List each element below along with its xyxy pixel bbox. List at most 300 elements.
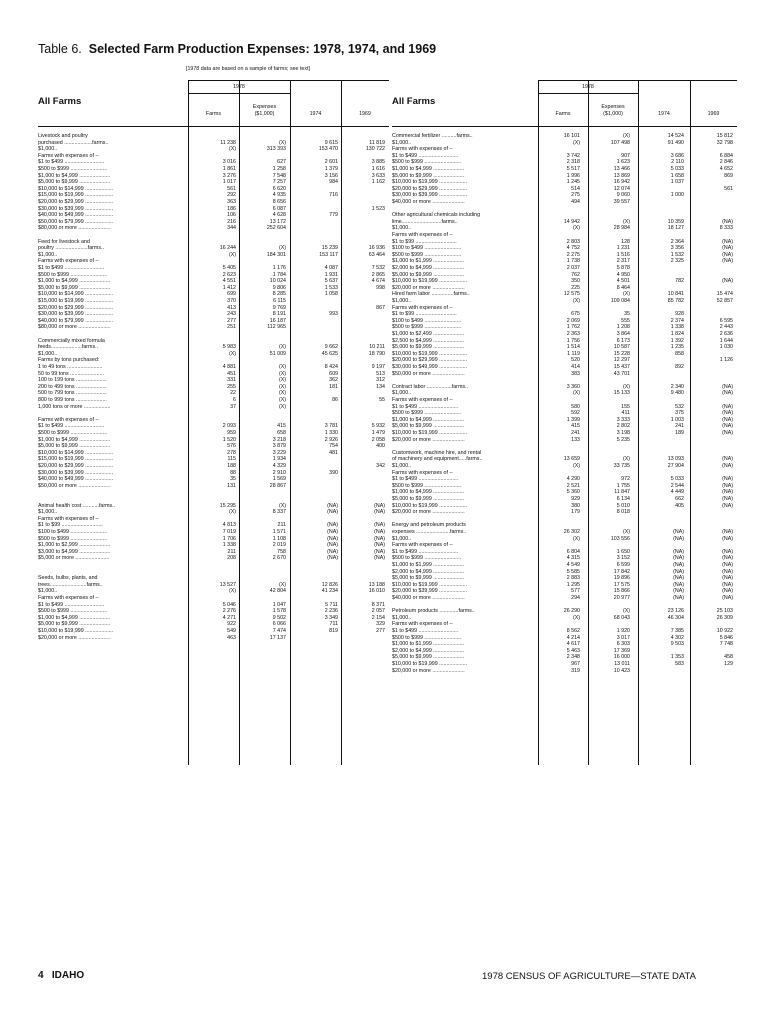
row-label: $2,500 to $4,999 ..................... bbox=[392, 337, 465, 344]
state-name: IDAHO bbox=[51, 970, 85, 981]
cell-value: 3 879 bbox=[272, 443, 286, 450]
row-label: $1 to $499 ........................... bbox=[38, 423, 105, 430]
row-label: $20,000 or more ...................... bbox=[392, 667, 465, 674]
cell-value: (NA) bbox=[374, 535, 385, 542]
cell-value: (NA) bbox=[722, 218, 733, 225]
table-row bbox=[392, 133, 737, 140]
row-label: Energy and petroleum products bbox=[392, 522, 466, 529]
cell-value: 758 bbox=[277, 548, 286, 555]
cell-value: 52 857 bbox=[716, 298, 733, 304]
table-row bbox=[38, 423, 389, 430]
cell-value: 189 bbox=[675, 430, 684, 436]
page-footer-right: 1978 CENSUS OF AGRICULTURE—STATE DATA bbox=[482, 971, 696, 982]
table-row bbox=[38, 232, 389, 239]
cell-value: 6 066 bbox=[272, 621, 286, 628]
cell-value: 2 883 bbox=[566, 575, 580, 582]
cell-value: 716 bbox=[329, 192, 338, 199]
table-row bbox=[38, 404, 389, 411]
cell-value: 458 bbox=[724, 654, 733, 661]
row-label: $1,000 to $4,999 ..................... bbox=[392, 416, 465, 423]
cell-value: 8 464 bbox=[616, 284, 630, 291]
table-row bbox=[38, 575, 389, 582]
cell-value: 1 514 bbox=[566, 344, 580, 351]
table-row bbox=[392, 298, 737, 305]
cell-value: 2 670 bbox=[272, 555, 286, 562]
cell-value: (NA) bbox=[327, 535, 338, 542]
header-top-rule bbox=[538, 80, 737, 81]
cell-value: 4 674 bbox=[371, 278, 385, 285]
cell-value: 8 656 bbox=[272, 199, 286, 205]
cell-value: (X) bbox=[278, 344, 286, 351]
table-row bbox=[392, 463, 737, 470]
cell-value: 14 524 bbox=[667, 133, 684, 139]
cell-value: 255 bbox=[227, 383, 236, 390]
table-row bbox=[392, 542, 737, 549]
cell-value: 1 756 bbox=[566, 337, 580, 344]
cell-value: 1 931 bbox=[324, 271, 338, 278]
cell-value: 51 009 bbox=[269, 350, 286, 357]
table-row bbox=[38, 384, 389, 391]
row-label: Farms with expenses of -- bbox=[38, 416, 99, 423]
cell-value: 109 084 bbox=[610, 298, 630, 304]
table-row bbox=[38, 621, 389, 628]
row-label: $5,000 to $9,999 ..................... bbox=[392, 423, 465, 430]
cell-value: (NA) bbox=[722, 258, 733, 265]
cell-value: 993 bbox=[329, 311, 338, 318]
cell-value: (NA) bbox=[673, 581, 684, 588]
table-row bbox=[38, 173, 389, 180]
cell-value: 2 236 bbox=[324, 608, 338, 615]
cell-value: 91 490 bbox=[667, 139, 684, 146]
table-row bbox=[392, 344, 737, 351]
cell-value: 481 bbox=[329, 449, 338, 456]
cell-value: 8 337 bbox=[272, 509, 286, 516]
cell-value: 8 285 bbox=[272, 291, 286, 298]
cell-value: 2 340 bbox=[670, 383, 684, 390]
cell-value: 4 617 bbox=[566, 641, 580, 648]
column-header-1974: 1974 bbox=[658, 111, 670, 117]
table-row bbox=[38, 602, 389, 609]
cell-value: 16 244 bbox=[219, 245, 236, 252]
cell-value: (NA) bbox=[722, 562, 733, 568]
cell-value: (NA) bbox=[722, 383, 733, 390]
table-row bbox=[38, 133, 389, 140]
cell-value: 1 738 bbox=[566, 258, 580, 265]
cell-value: (X) bbox=[572, 225, 580, 232]
row-label: $1,000.. bbox=[392, 225, 412, 232]
cell-value: 8 018 bbox=[616, 509, 630, 516]
cell-value: 9 806 bbox=[272, 284, 286, 291]
row-label: $80,000 or more ...................... bbox=[38, 225, 111, 232]
cell-value: (NA) bbox=[327, 522, 338, 529]
cell-value: (NA) bbox=[327, 548, 338, 555]
row-label: $1,000 to $2,499 ..................... bbox=[392, 331, 465, 337]
cell-value: 1 379 bbox=[324, 166, 338, 172]
cell-value: 370 bbox=[227, 298, 236, 304]
cell-value: 1 616 bbox=[371, 166, 385, 172]
cell-value: 2 110 bbox=[671, 159, 684, 166]
cell-value: (NA) bbox=[673, 568, 684, 575]
table-row bbox=[392, 384, 737, 391]
cell-value: 15 812 bbox=[716, 133, 733, 139]
cell-value: 998 bbox=[376, 284, 385, 291]
cell-value: 6 173 bbox=[616, 337, 630, 344]
cell-value: 20 977 bbox=[613, 595, 630, 601]
cell-value: 3 017 bbox=[616, 634, 630, 641]
row-label: $40,000 or more ...................... bbox=[392, 595, 465, 601]
table-row bbox=[38, 410, 389, 417]
cell-value: (NA) bbox=[722, 278, 733, 285]
cell-value: 16 187 bbox=[269, 317, 286, 324]
row-label: $30,000 to $49,999 ................... bbox=[392, 364, 468, 370]
table-row bbox=[392, 390, 737, 397]
cell-value: 13 466 bbox=[613, 166, 630, 172]
table-row bbox=[392, 272, 737, 279]
cell-value: 243 bbox=[227, 311, 236, 318]
table-row bbox=[392, 608, 737, 615]
table-row bbox=[38, 318, 389, 325]
row-label: $500 to $999 ......................... bbox=[392, 482, 462, 489]
table-row bbox=[392, 371, 737, 378]
cell-value: 5 932 bbox=[371, 423, 385, 430]
cell-value: 3 356 bbox=[670, 245, 684, 252]
table-row bbox=[392, 470, 737, 477]
row-label: $1,000.. bbox=[38, 350, 58, 357]
table-row bbox=[392, 437, 737, 444]
cell-value: (NA) bbox=[327, 529, 338, 535]
table-row bbox=[392, 503, 737, 510]
table-row bbox=[38, 291, 389, 298]
cell-value: 15 295 bbox=[219, 502, 236, 509]
page-number: 4 bbox=[38, 970, 44, 981]
row-label: $100 to $499 ......................... bbox=[392, 317, 462, 324]
cell-value: 2 803 bbox=[566, 238, 580, 245]
cell-value: 11 847 bbox=[614, 489, 630, 496]
table-row bbox=[392, 377, 737, 384]
row-label: $40,000 or more ...................... bbox=[392, 199, 465, 205]
cell-value: 4 950 bbox=[616, 271, 630, 278]
table-row bbox=[38, 463, 389, 470]
cell-value: 2 154 bbox=[371, 614, 385, 621]
row-label: $20,000 to $29,999 ................... bbox=[392, 185, 468, 192]
cell-value: 1 532 bbox=[670, 251, 684, 258]
cell-value: (NA) bbox=[327, 509, 338, 516]
cell-value: 13 172 bbox=[269, 218, 286, 225]
row-label: $20,000 to $29,999 ................... bbox=[38, 304, 114, 311]
table-row bbox=[392, 483, 737, 490]
cell-value: 3 218 bbox=[272, 436, 286, 443]
section-heading-all-farms: All Farms bbox=[392, 96, 436, 107]
table-row bbox=[38, 357, 389, 364]
cell-value: 39 557 bbox=[613, 199, 630, 205]
column-header-1969: 1969 bbox=[359, 111, 371, 117]
cell-value: (X) bbox=[572, 463, 580, 469]
row-label: $500 to $999 ......................... bbox=[38, 608, 108, 615]
table-row bbox=[38, 324, 389, 331]
cell-value: 13 869 bbox=[613, 172, 630, 179]
cell-value: 1 392 bbox=[670, 337, 684, 344]
cell-value: 1 824 bbox=[670, 331, 684, 337]
cell-value: 181 bbox=[329, 383, 338, 390]
cell-value: (X) bbox=[622, 529, 630, 535]
table-row bbox=[392, 225, 737, 232]
row-label: $5,000 to $9,999 ..................... bbox=[392, 271, 465, 278]
table-row bbox=[38, 588, 389, 595]
row-label: $30,000 to $39,999 ................... bbox=[38, 469, 114, 476]
cell-value: 858 bbox=[675, 350, 684, 357]
row-label: 200 to 499 tons ..................... bbox=[38, 383, 107, 390]
row-label: $5,000 to $9,999 ..................... bbox=[38, 443, 111, 450]
cell-value: 3 016 bbox=[222, 159, 236, 166]
cell-value: 42 804 bbox=[269, 588, 286, 595]
row-label: $10,000 to $14,999 ................... bbox=[38, 449, 114, 456]
table-row bbox=[38, 509, 389, 516]
cell-value: (NA) bbox=[722, 502, 733, 509]
row-label: Customwork, machine hire, and rental bbox=[392, 449, 482, 456]
cell-value: 16 010 bbox=[368, 588, 385, 595]
cell-value: 4 315 bbox=[566, 555, 580, 562]
cell-value: (X) bbox=[622, 608, 630, 615]
cell-value: 1 861 bbox=[222, 166, 236, 172]
cell-value: 1 162 bbox=[371, 179, 385, 186]
table-row bbox=[392, 562, 737, 569]
table-row bbox=[392, 516, 737, 523]
cell-value: 5 360 bbox=[566, 489, 580, 496]
cell-value: 9 197 bbox=[371, 364, 385, 370]
cell-value: 3 349 bbox=[324, 614, 338, 621]
cell-value: 1 003 bbox=[670, 416, 684, 423]
cell-value: (NA) bbox=[327, 502, 338, 509]
table-row bbox=[38, 430, 389, 437]
table-row bbox=[392, 192, 737, 199]
cell-value: 561 bbox=[724, 185, 733, 192]
row-label: $1 to $499 ........................... bbox=[392, 403, 459, 410]
cell-value: 134 bbox=[376, 383, 385, 390]
table-row bbox=[392, 489, 737, 496]
cell-value: 35 bbox=[230, 476, 236, 483]
table-row bbox=[392, 186, 737, 193]
cell-value: 4 449 bbox=[670, 489, 684, 496]
cell-value: 1 330 bbox=[324, 430, 338, 436]
row-label: $1,000.. bbox=[38, 146, 58, 153]
cell-value: 26 302 bbox=[563, 529, 580, 535]
row-label: $1,000.. bbox=[392, 139, 412, 146]
row-label: lime...........................farms.. bbox=[392, 218, 458, 225]
cell-value: 4 271 bbox=[222, 614, 236, 621]
table-row bbox=[38, 338, 389, 345]
row-label: $1,000.. bbox=[38, 251, 58, 258]
table-row bbox=[392, 582, 737, 589]
cell-value: 1 037 bbox=[670, 179, 684, 186]
row-label: $500 to $999 ......................... bbox=[38, 430, 108, 436]
row-label: $40,000 to $49,999 ................... bbox=[38, 212, 114, 219]
table-row bbox=[38, 608, 389, 615]
cell-value: (NA) bbox=[722, 496, 733, 502]
cell-value: 211 bbox=[277, 522, 286, 529]
row-label: trees.........................farms.. bbox=[38, 581, 103, 588]
cell-value: (NA) bbox=[722, 245, 733, 252]
cell-value: 4 549 bbox=[566, 562, 580, 568]
row-label: $50,000 to $79,999 ................... bbox=[38, 218, 114, 225]
cell-value: 155 bbox=[621, 403, 630, 410]
cell-value: 2 374 bbox=[670, 317, 684, 324]
cell-value: 7 019 bbox=[222, 529, 236, 535]
column-header-1978: 1978 bbox=[233, 84, 245, 90]
cell-value: 2 802 bbox=[616, 423, 630, 430]
cell-value: 88 bbox=[230, 469, 236, 476]
table-row bbox=[38, 186, 389, 193]
cell-value: 4 290 bbox=[566, 476, 580, 483]
cell-value: 41 234 bbox=[321, 588, 338, 595]
cell-value: 9 503 bbox=[670, 641, 684, 648]
cell-value: 292 bbox=[227, 192, 236, 199]
table-row bbox=[392, 536, 737, 543]
table-row bbox=[38, 516, 389, 523]
row-label: $20,000 to $29,999 ................... bbox=[392, 357, 468, 364]
cell-value: 494 bbox=[571, 199, 580, 205]
header-top-rule bbox=[188, 80, 389, 81]
row-label: $20,000 to $39,999 ................... bbox=[392, 588, 468, 595]
cell-value: 9 480 bbox=[670, 390, 684, 397]
cell-value: 294 bbox=[571, 595, 580, 601]
cell-value: 4 551 bbox=[222, 278, 236, 285]
cell-value: 107 498 bbox=[610, 139, 630, 146]
row-label: $10,000 to $19,999 ................... bbox=[392, 661, 468, 667]
cell-value: 3 198 bbox=[616, 430, 630, 436]
row-label: $500 to $999 ......................... bbox=[38, 166, 108, 172]
row-label: $10,000 to $19,999 ................... bbox=[392, 430, 468, 436]
row-label: $10,000 to $19,999 ................... bbox=[392, 179, 468, 186]
row-label: Farms with expenses of -- bbox=[392, 469, 453, 476]
row-label: of machinery and equipment.....farms.. bbox=[392, 456, 483, 463]
row-label: Animal health cost ...........farms.. bbox=[38, 502, 116, 509]
row-label: $20,000 or more ...................... bbox=[392, 284, 465, 291]
row-label: $500 to $999 ......................... bbox=[392, 324, 462, 331]
row-label: $1 to $99 ............................ bbox=[38, 522, 103, 529]
cell-value: 2 325 bbox=[670, 258, 684, 265]
cell-value: (NA) bbox=[374, 509, 385, 516]
row-label: $30,000 to $39,999 ................... bbox=[392, 192, 468, 199]
cell-value: 1 571 bbox=[272, 529, 286, 535]
table-row bbox=[38, 562, 389, 569]
cell-value: (NA) bbox=[722, 416, 733, 423]
table-row bbox=[392, 338, 737, 345]
cell-value: 1 996 bbox=[566, 172, 580, 179]
cell-value: (X) bbox=[622, 291, 630, 298]
cell-value: 1 235 bbox=[670, 344, 684, 351]
header-bottom-rule bbox=[38, 126, 389, 127]
cell-value: 252 604 bbox=[266, 225, 286, 232]
table-row bbox=[38, 582, 389, 589]
cell-value: 6 804 bbox=[566, 548, 580, 555]
cell-value: 4 628 bbox=[272, 212, 286, 219]
cell-value: 2 276 bbox=[222, 608, 236, 615]
cell-value: 6 599 bbox=[616, 562, 630, 568]
table-row bbox=[38, 390, 389, 397]
cell-value: 1 338 bbox=[222, 542, 236, 549]
cell-value: 4 087 bbox=[324, 265, 338, 271]
cell-value: (X) bbox=[228, 146, 236, 153]
row-label: $500 to $999 ......................... bbox=[392, 159, 462, 166]
cell-value: 411 bbox=[621, 410, 630, 417]
cell-value: 10 359 bbox=[667, 218, 684, 225]
table-row bbox=[38, 417, 389, 424]
table-row bbox=[392, 239, 737, 246]
table-row bbox=[38, 476, 389, 483]
cell-value: 12 297 bbox=[613, 357, 630, 364]
cell-value: 555 bbox=[621, 317, 630, 324]
cell-value: 112 965 bbox=[267, 324, 286, 331]
table-row bbox=[38, 192, 389, 199]
cell-value: 451 bbox=[227, 370, 236, 377]
cell-value: (X) bbox=[278, 403, 286, 410]
table-row bbox=[392, 430, 737, 437]
table-row bbox=[392, 146, 737, 153]
cell-value: 13 093 bbox=[667, 456, 684, 463]
cell-value: 4 752 bbox=[566, 245, 580, 252]
row-label: Farms with expenses of -- bbox=[38, 258, 99, 265]
cell-value: 115 bbox=[227, 456, 236, 463]
table-row bbox=[392, 602, 737, 609]
cell-value: 7 257 bbox=[272, 179, 286, 186]
row-label: $1 to $499 ........................... bbox=[392, 476, 459, 483]
cell-value: 12 826 bbox=[321, 581, 338, 588]
cell-value: 2 910 bbox=[272, 469, 286, 476]
cell-value: 277 bbox=[227, 317, 236, 324]
cell-value: 26 309 bbox=[716, 614, 733, 621]
cell-value: 405 bbox=[675, 502, 684, 509]
table-row bbox=[392, 522, 737, 529]
cell-value: 5 463 bbox=[566, 647, 580, 654]
table-row bbox=[392, 615, 737, 622]
cell-value: 3 152 bbox=[616, 555, 630, 562]
cell-value: (X) bbox=[278, 502, 286, 509]
cell-value: 577 bbox=[571, 588, 580, 595]
row-label: $1,000 to $4,999 ..................... bbox=[38, 436, 111, 443]
table-row bbox=[392, 179, 737, 186]
cell-value: 3 333 bbox=[616, 416, 630, 423]
row-label: Feed for livestock and bbox=[38, 238, 90, 245]
cell-value: 4 329 bbox=[272, 463, 286, 469]
cell-value: 779 bbox=[329, 212, 338, 219]
cell-value: 576 bbox=[227, 443, 236, 450]
cell-value: (NA) bbox=[673, 595, 684, 601]
cell-value: 46 304 bbox=[667, 614, 684, 621]
cell-value: 11 238 bbox=[220, 139, 236, 146]
row-label: $1,000.. bbox=[392, 390, 412, 397]
cell-value: 2 623 bbox=[222, 271, 236, 278]
row-label: Hired farm labor ...............farms.. bbox=[392, 291, 470, 298]
row-label: $500 to $999 ......................... bbox=[392, 634, 462, 641]
cell-value: 211 bbox=[227, 548, 236, 555]
cell-value: (NA) bbox=[722, 238, 733, 245]
table-row bbox=[392, 140, 737, 147]
row-label: $1,000 to $2,999 ..................... bbox=[38, 542, 111, 549]
table-row bbox=[392, 588, 737, 595]
table-row bbox=[38, 159, 389, 166]
cell-value: 63 464 bbox=[368, 251, 385, 258]
cell-value: 1 569 bbox=[272, 476, 286, 483]
table-row bbox=[38, 212, 389, 219]
cell-value: 2 601 bbox=[324, 159, 338, 166]
row-label: $15,000 to $19,999 ................... bbox=[38, 456, 114, 463]
table-row bbox=[38, 305, 389, 312]
row-label: $50,000 or more ...................... bbox=[38, 482, 111, 489]
cell-value: (X) bbox=[572, 298, 580, 304]
cell-value: (NA) bbox=[673, 548, 684, 555]
cell-value: 103 556 bbox=[610, 535, 630, 542]
cell-value: 331 bbox=[227, 377, 236, 384]
